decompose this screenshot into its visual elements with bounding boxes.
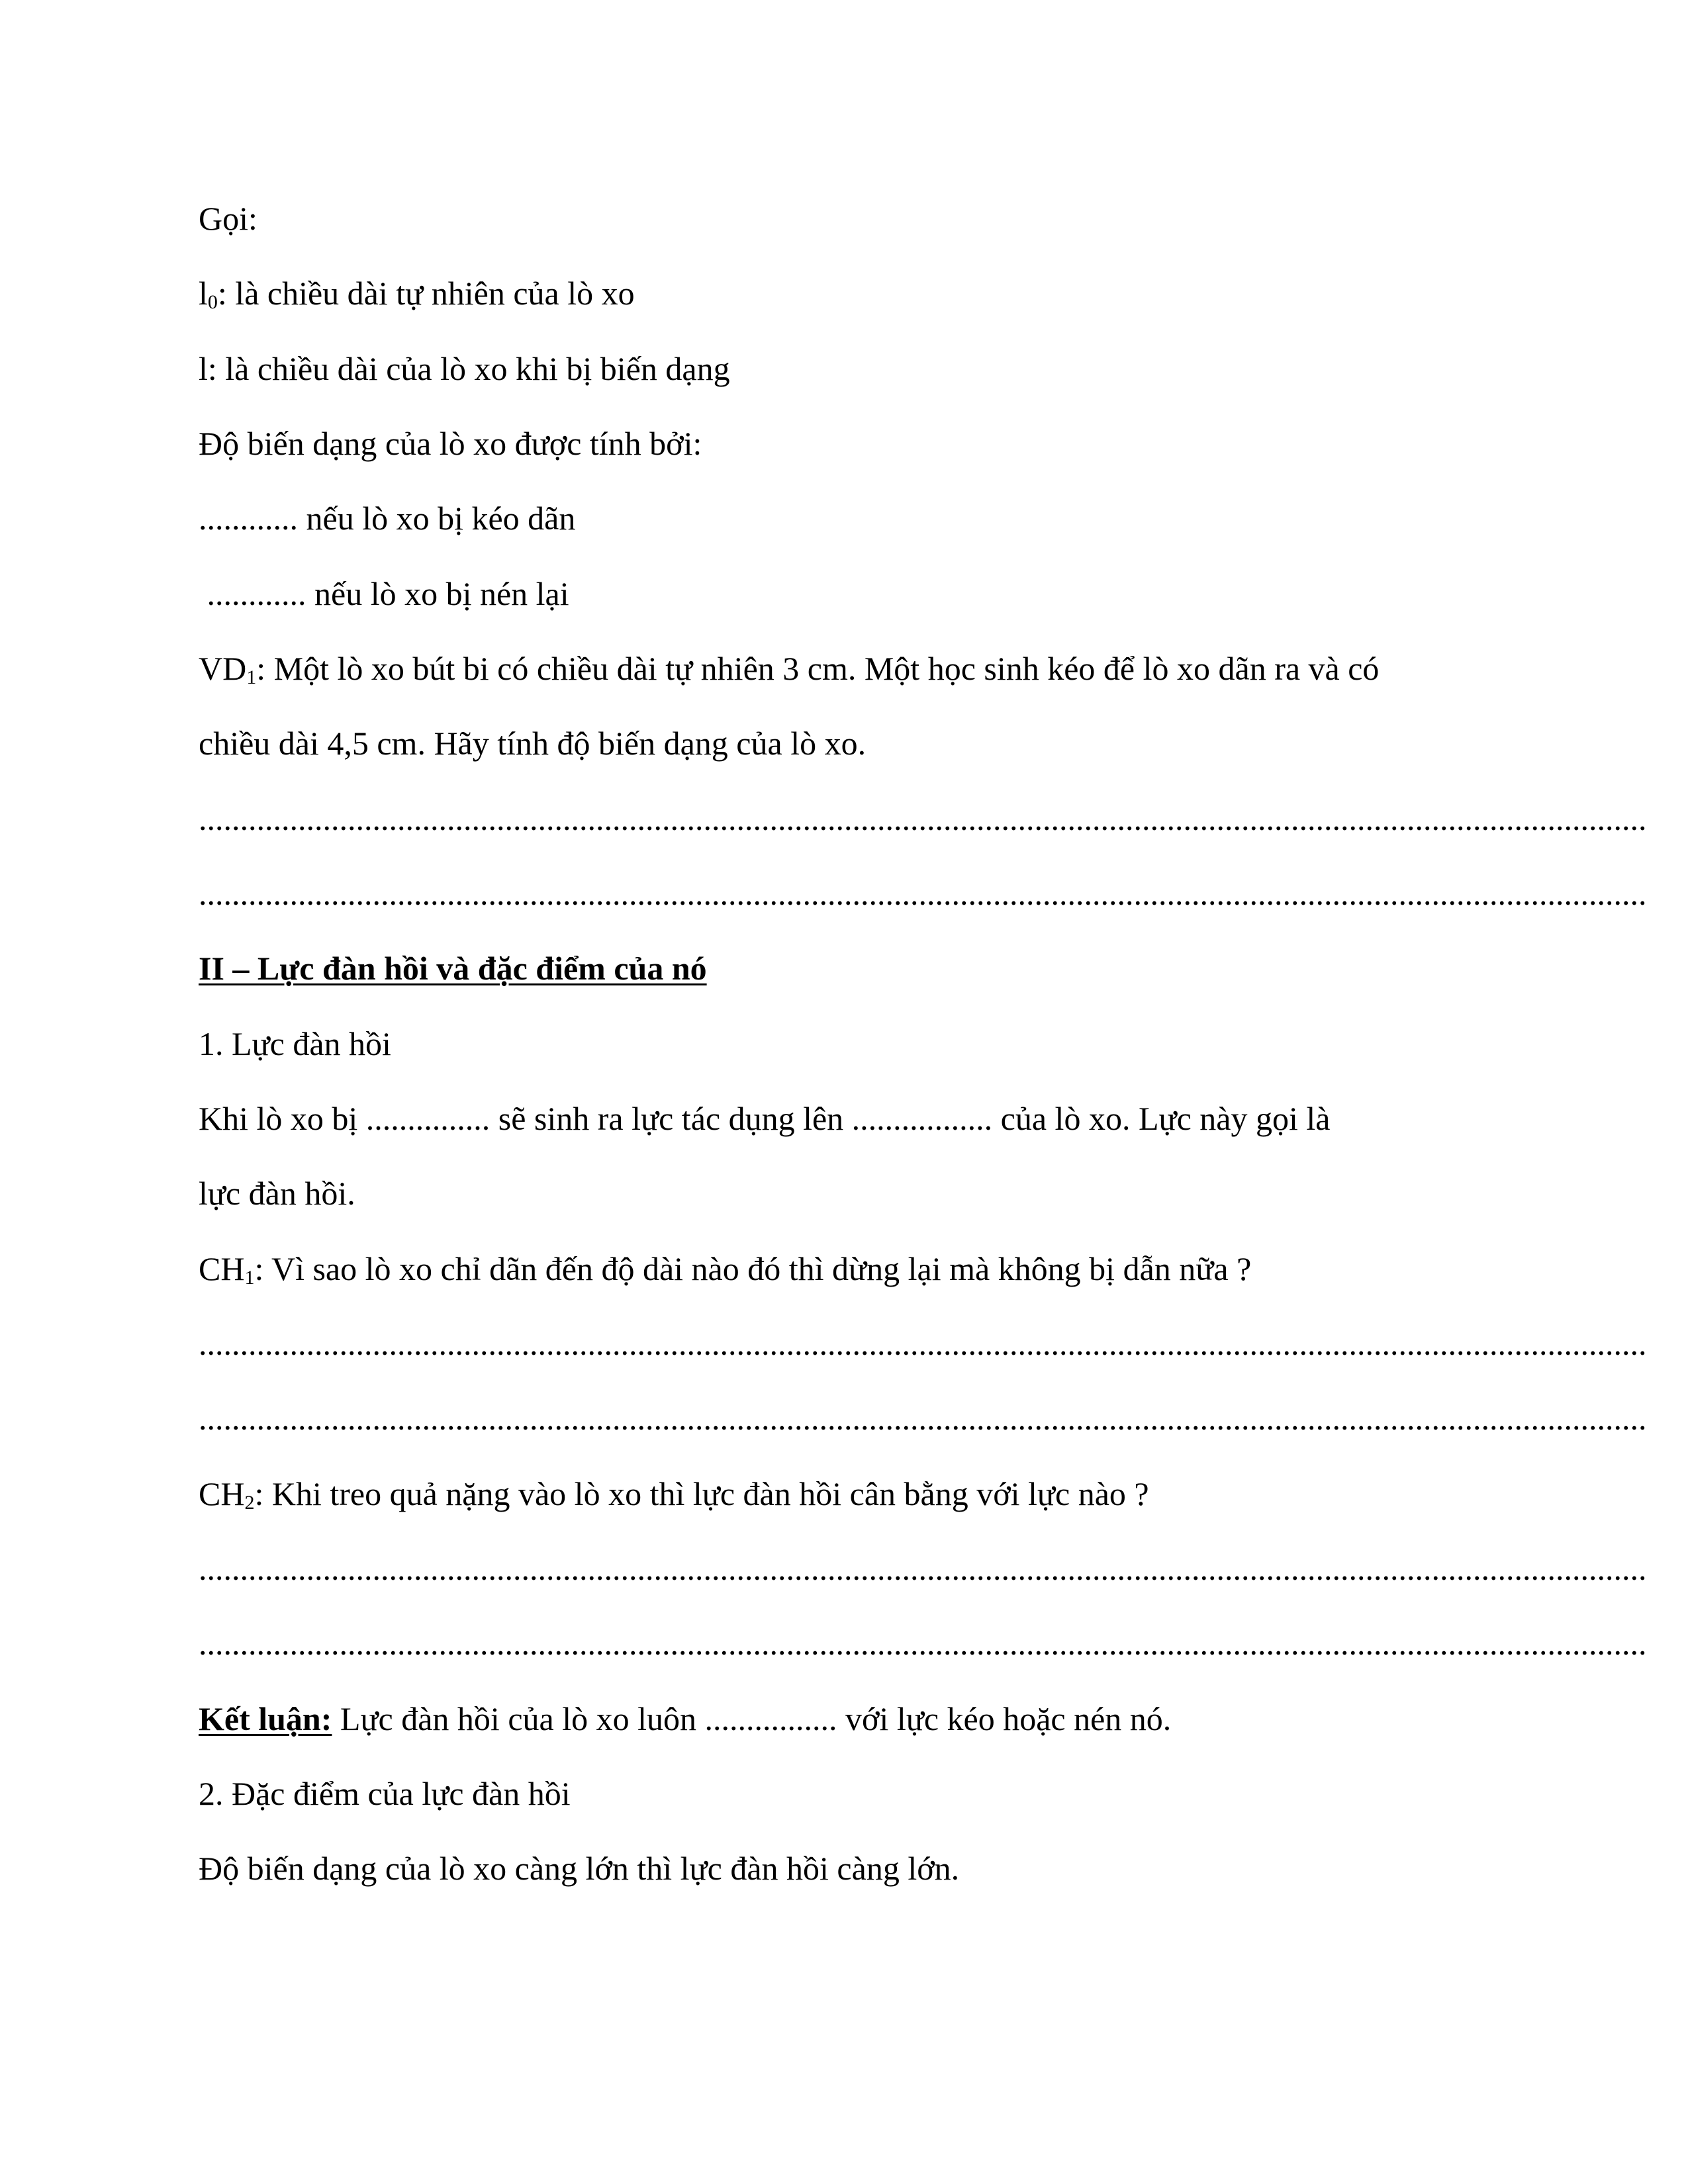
question-2: $CH_2$: Khi treo quả nặng vào lò xo thì lực đàn hồi cân bằng với lực nào ? [199, 1475, 1149, 1514]
elastic-force-text: Khi lò xo bị ............... sẽ sinh ra lực tác dụng lên ................. của lò xo. Lực này gọi là [199, 1100, 1331, 1137]
subsection-2-title: 2. Đặc điểm của lực đàn hồi [199, 1775, 571, 1812]
example-1-continued: chiều dài 4,5 cm. Hãy tính độ biến dạng của lò xo. [199, 725, 867, 762]
subsection-1-title: 1. Lực đàn hồi [199, 1025, 391, 1062]
definition-natural-length: $l_0$: là chiều dài tự nhiên của lò xo [199, 275, 635, 313]
answer-line[interactable]: ............................................................................................................................................................................... [199, 875, 1647, 912]
definition-deformed-length: l: là chiều dài của lò xo khi bị biến dạng [199, 350, 730, 387]
question-1: $CH_1$: Vì sao lò xo chỉ dãn đến độ dài nào đó thì dừng lại mà không bị dẫn nữa ? [199, 1250, 1252, 1289]
conclusion: Kết luận: Lực đàn hồi của lò xo luôn ................ với lực kéo hoặc nén nó. [199, 1700, 1172, 1737]
answer-line[interactable]: ............................................................................................................................................................................... [199, 800, 1647, 837]
deformation-stretched: ............ nếu lò xo bị kéo dãn [199, 500, 576, 537]
call-heading: Gọi: [199, 200, 258, 237]
answer-line[interactable]: ............................................................................................................................................................................... [199, 1625, 1647, 1662]
section-2-title: II – Lực đàn hồi và đặc điểm của nó [199, 950, 707, 987]
answer-line[interactable]: ............................................................................................................................................................................... [199, 1400, 1647, 1437]
deformation-compressed: ............ nếu lò xo bị nén lại [199, 575, 569, 612]
deformation-intro: Độ biến dạng của lò xo được tính bởi: [199, 425, 702, 462]
answer-line[interactable]: ............................................................................................................................................................................... [199, 1325, 1647, 1362]
elastic-force-text-continued: lực đàn hồi. [199, 1175, 355, 1212]
answer-line[interactable]: ............................................................................................................................................................................... [199, 1550, 1647, 1587]
conclusion-label: Kết luận: [199, 1700, 332, 1737]
example-1: $VD_1$: Một lò xo bút bi có chiều dài tự nhiên 3 cm. Một học sinh kéo để lò xo dãn ra và có [199, 650, 1380, 688]
subsection-2-text: Độ biến dạng của lò xo càng lớn thì lực đàn hồi càng lớn. [199, 1850, 960, 1887]
